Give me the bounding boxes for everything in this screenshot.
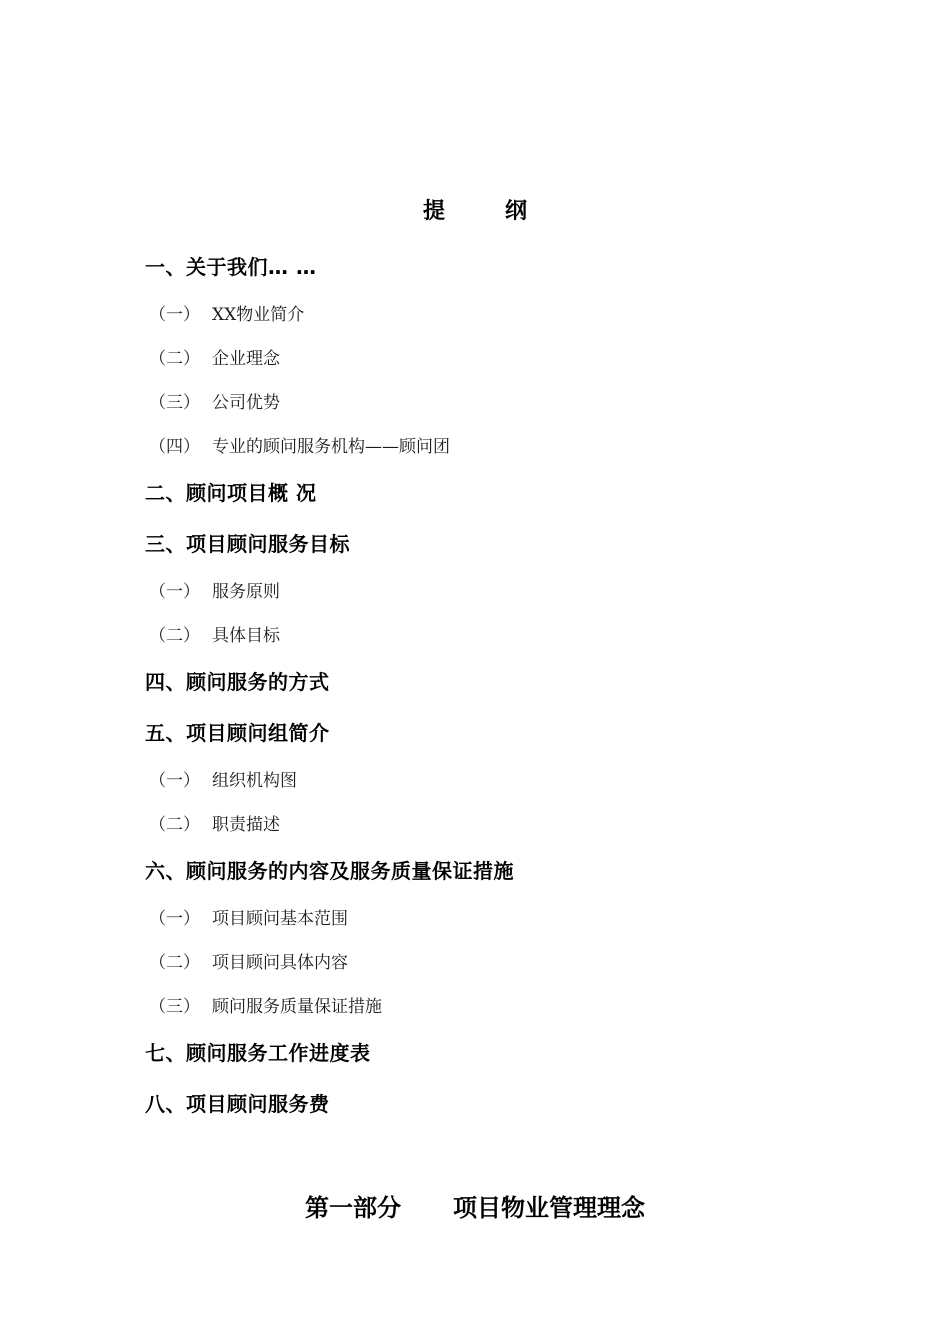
toc-subitem <box>149 300 304 325</box>
toc-subitem-number: （一） <box>149 771 200 791</box>
toc-subitem-text: 企业理念 <box>212 349 280 369</box>
part-title <box>0 1188 950 1223</box>
toc-subitem-text: 公司优势 <box>212 393 280 413</box>
toc-subitem <box>149 577 280 602</box>
toc-heading-service-methods: 四、顾问服务的方式 <box>145 670 330 694</box>
toc-subitem <box>149 992 382 1017</box>
outline-title-left: 提 <box>422 199 445 224</box>
toc-heading-team-intro: 五、项目顾问组简介 <box>145 721 330 745</box>
toc-subitem-number: （二） <box>149 626 200 646</box>
toc-subitem-number: （二） <box>149 953 200 973</box>
toc-subitem-number: （二） <box>149 349 200 369</box>
toc-subitem-text: 职责描述 <box>212 815 280 835</box>
toc-subitem <box>149 432 450 457</box>
toc-subitem-text: 组织机构图 <box>212 771 297 791</box>
toc-subitem <box>149 948 348 973</box>
toc-subitem-number: （三） <box>149 997 200 1017</box>
toc-subitem-text: 专业的顾问服务机构——顾问团 <box>212 437 450 457</box>
toc-heading-service-goals: 三、项目顾问服务目标 <box>145 532 350 556</box>
toc-subitem-number: （一） <box>149 909 200 929</box>
toc-heading-schedule: 七、顾问服务工作进度表 <box>145 1041 371 1065</box>
toc-subitem <box>149 766 297 791</box>
toc-subitem-text: 项目顾问基本范围 <box>212 909 348 929</box>
part-heading: 项目物业管理理念 <box>453 1194 645 1222</box>
toc-subitem-text: 顾问服务质量保证措施 <box>212 997 382 1017</box>
toc-subitem-number: （一） <box>149 305 200 325</box>
outline-title-right: 纲 <box>505 199 528 224</box>
toc-subitem-text: XX物业简介 <box>212 305 305 325</box>
toc-subitem <box>149 810 280 835</box>
toc-heading-service-fee: 八、项目顾问服务费 <box>145 1092 330 1116</box>
toc-subitem <box>149 621 280 646</box>
toc-subitem <box>149 388 280 413</box>
toc-heading-service-content: 六、顾问服务的内容及服务质量保证措施 <box>145 859 514 883</box>
toc-subitem <box>149 904 348 929</box>
toc-subitem <box>149 344 280 369</box>
toc-subitem-number: （三） <box>149 393 200 413</box>
toc-heading-about-us: 一、关于我们… … <box>145 255 317 279</box>
toc-subitem-number: （一） <box>149 582 200 602</box>
toc-subitem-number: （四） <box>149 437 200 457</box>
toc-subitem-text: 具体目标 <box>212 626 280 646</box>
toc-subitem-text: 项目顾问具体内容 <box>212 953 348 973</box>
part-number: 第一部分 <box>305 1194 401 1222</box>
toc-subitem-number: （二） <box>149 815 200 835</box>
toc-subitem-text: 服务原则 <box>212 582 280 602</box>
toc-heading-project-overview: 二、顾问项目概 况 <box>145 481 317 505</box>
